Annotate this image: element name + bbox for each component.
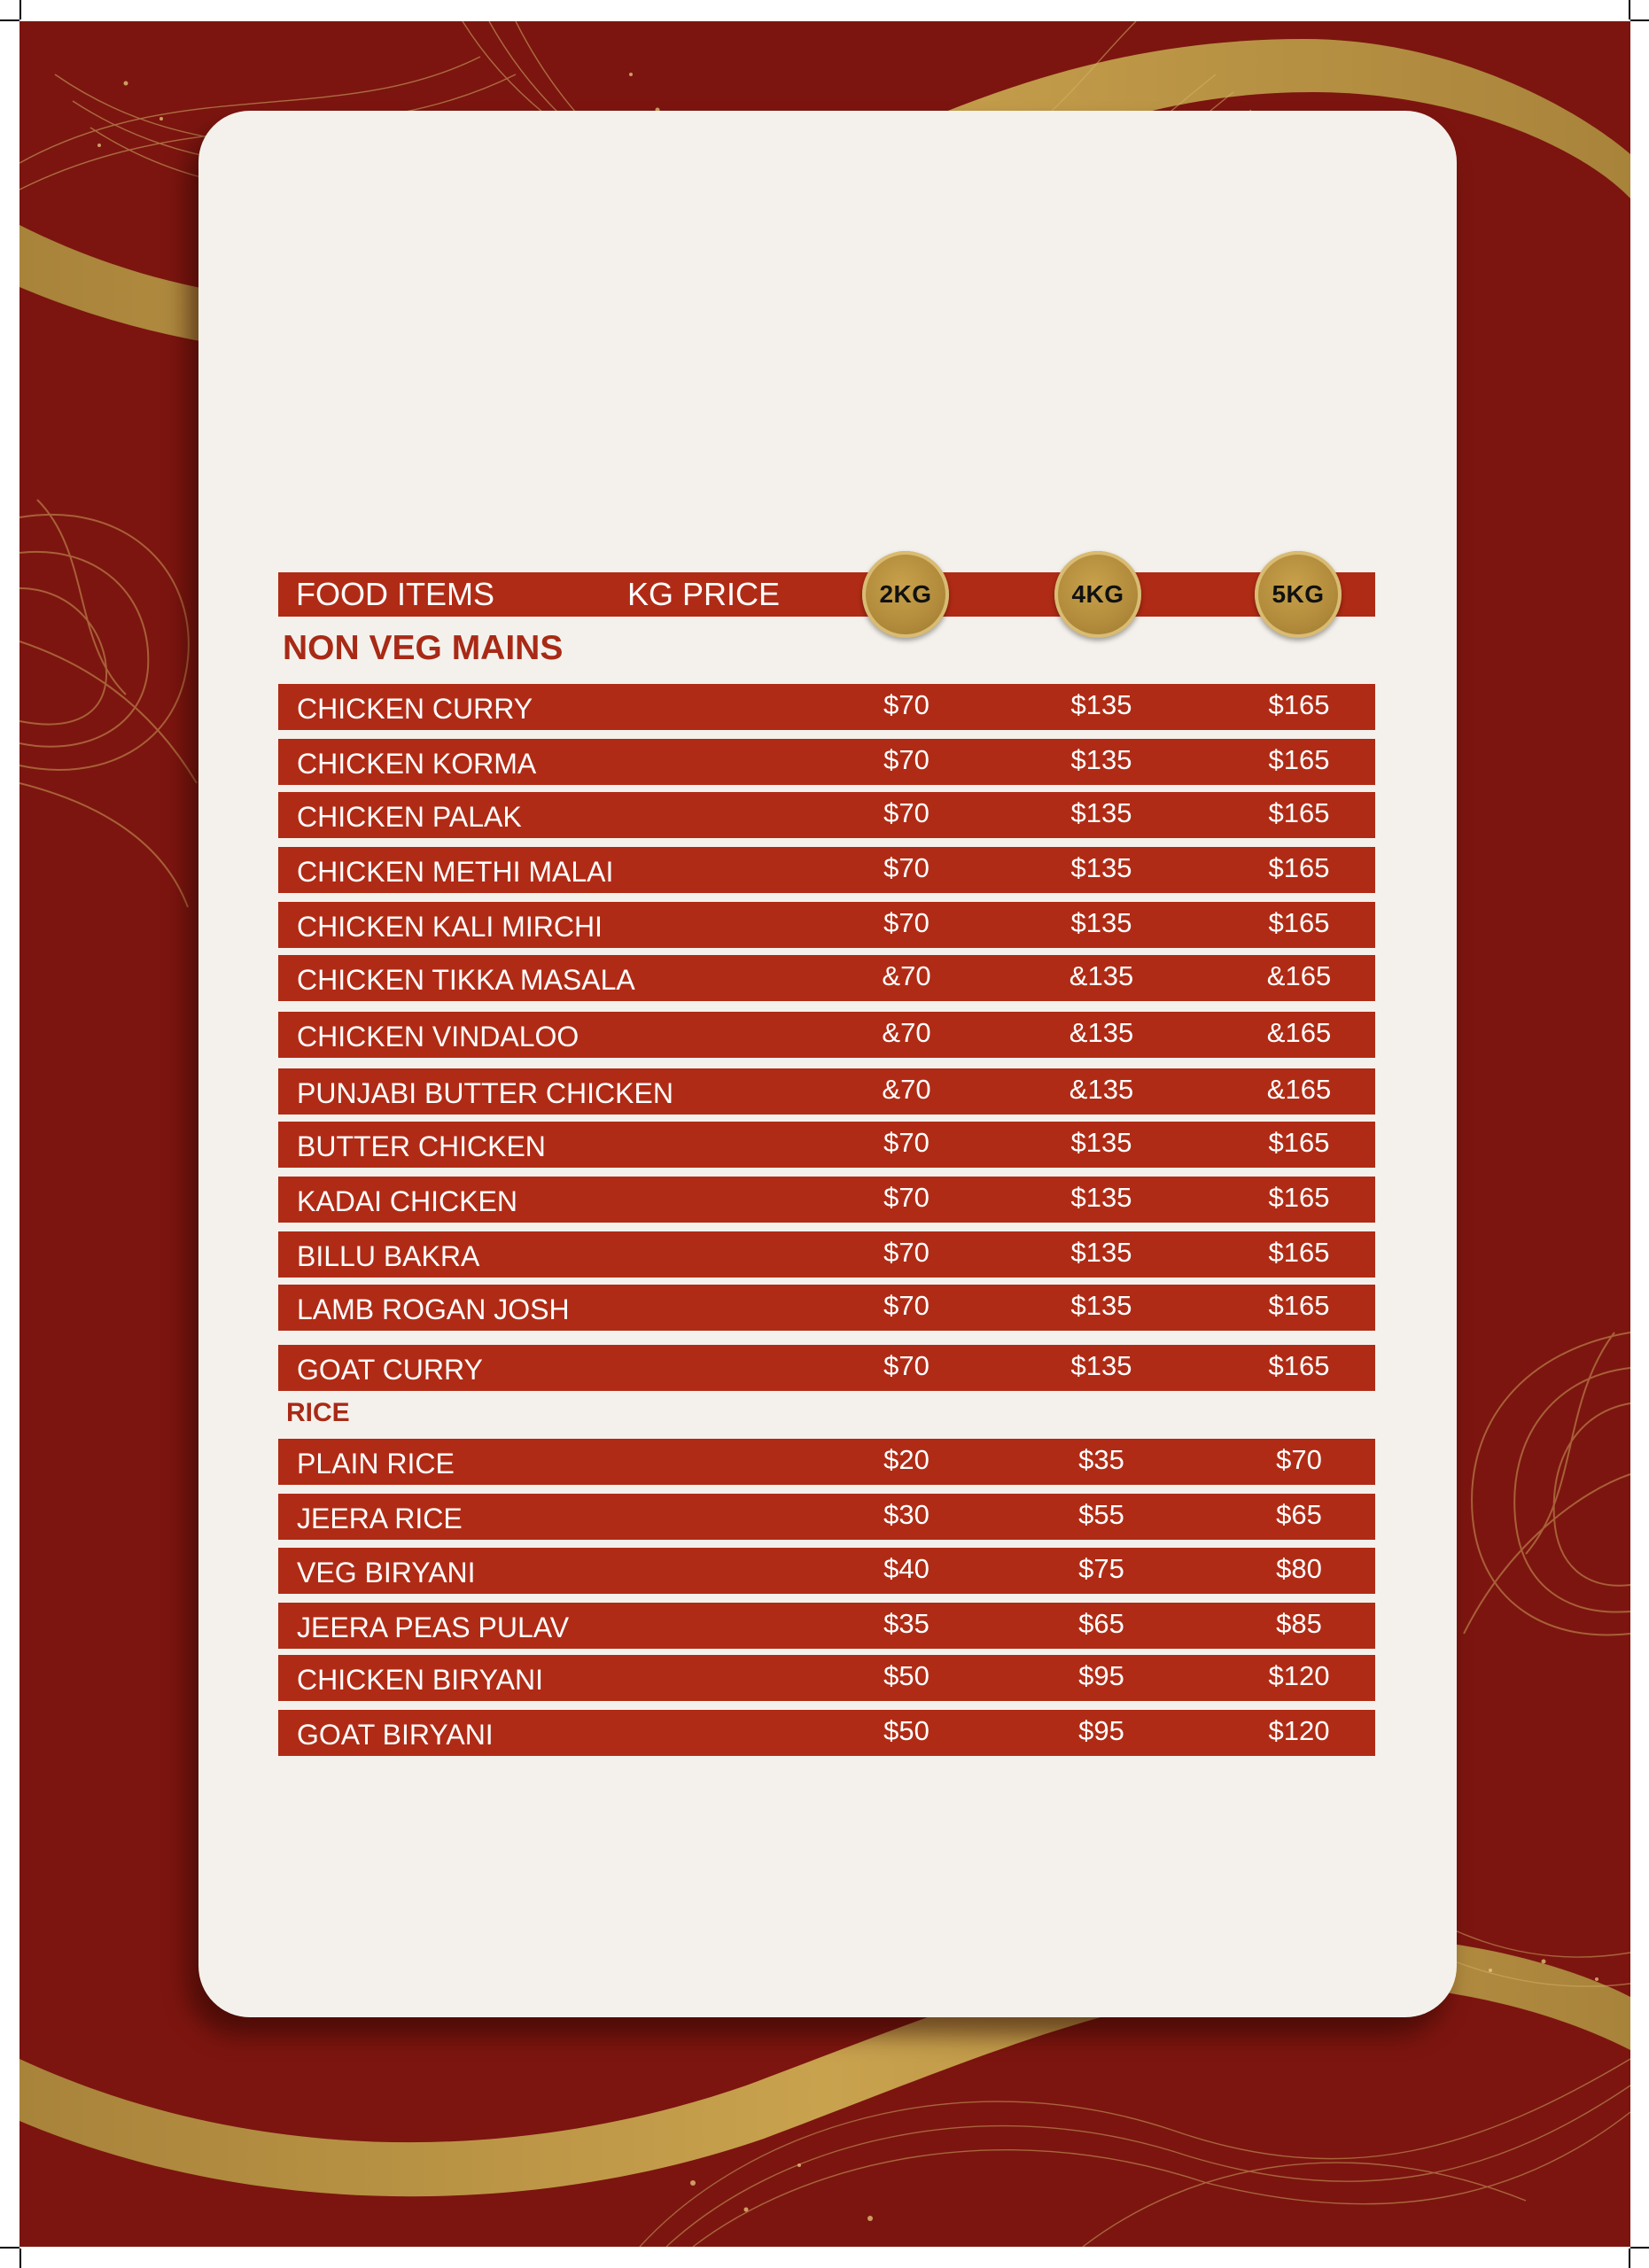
price-4kg: $35 <box>1078 1444 1124 1475</box>
menu-row <box>278 902 1375 948</box>
crop-mark <box>0 19 19 21</box>
menu-row <box>278 1345 1375 1391</box>
price-2kg: $35 <box>883 1608 930 1639</box>
item-name: BILLU BAKRA <box>297 1240 480 1272</box>
price-5kg: $165 <box>1268 797 1330 828</box>
item-name: CHICKEN PALAK <box>297 801 522 833</box>
item-name: LAMB ROGAN JOSH <box>297 1293 570 1325</box>
price-5kg: $165 <box>1268 1290 1330 1321</box>
price-2kg: $70 <box>883 744 930 775</box>
size-label: 4KG <box>1071 580 1124 608</box>
section-title-rice: RICE <box>286 1398 350 1427</box>
crop-mark <box>1630 19 1649 21</box>
price-2kg: &70 <box>882 960 931 991</box>
price-2kg: $50 <box>883 1715 930 1746</box>
price-4kg: $135 <box>1070 744 1132 775</box>
price-5kg: $85 <box>1276 1608 1322 1639</box>
price-5kg: $165 <box>1268 852 1330 883</box>
price-4kg: &135 <box>1069 960 1134 991</box>
size-badge-4kg <box>1054 551 1141 638</box>
crop-mark <box>1630 2247 1649 2249</box>
price-4kg: &135 <box>1069 1017 1134 1048</box>
price-5kg: $165 <box>1268 1127 1330 1158</box>
price-5kg: &165 <box>1266 960 1332 991</box>
menu-row <box>278 1603 1375 1649</box>
menu-row <box>278 1177 1375 1223</box>
item-name: VEG BIRYANI <box>297 1557 476 1588</box>
price-2kg: &70 <box>882 1074 931 1105</box>
menu-row <box>278 847 1375 893</box>
section-title-non-veg: NON VEG MAINS <box>283 629 564 667</box>
price-2kg: $30 <box>883 1499 930 1530</box>
price-4kg: $135 <box>1070 1127 1132 1158</box>
price-5kg: $80 <box>1276 1553 1322 1584</box>
price-4kg: $135 <box>1070 689 1132 720</box>
menu-row <box>278 792 1375 838</box>
price-5kg: $165 <box>1268 1237 1330 1268</box>
item-name: GOAT CURRY <box>297 1354 483 1386</box>
item-name: CHICKEN BIRYANI <box>297 1664 543 1696</box>
price-4kg: $95 <box>1078 1715 1124 1746</box>
size-badge-5kg <box>1255 551 1342 638</box>
price-5kg: $165 <box>1268 1182 1330 1213</box>
price-4kg: $135 <box>1070 797 1132 828</box>
price-4kg: $135 <box>1070 1237 1132 1268</box>
item-name: PUNJABI BUTTER CHICKEN <box>297 1077 673 1109</box>
price-2kg: $70 <box>883 797 930 828</box>
price-2kg: $70 <box>883 907 930 938</box>
price-4kg: $135 <box>1070 1290 1132 1321</box>
item-name: CHICKEN KORMA <box>297 748 537 780</box>
price-2kg: $70 <box>883 1127 930 1158</box>
item-name: KADAI CHICKEN <box>297 1185 517 1217</box>
price-2kg: $40 <box>883 1553 930 1584</box>
price-2kg: $50 <box>883 1660 930 1691</box>
item-name: PLAIN RICE <box>297 1448 455 1480</box>
crop-mark <box>19 0 21 19</box>
kg-price-header: KG PRICE <box>627 576 781 612</box>
price-5kg: $165 <box>1268 907 1330 938</box>
price-5kg: &165 <box>1266 1074 1332 1105</box>
price-2kg: $70 <box>883 852 930 883</box>
price-5kg: $120 <box>1268 1715 1330 1746</box>
crop-mark <box>0 2247 19 2249</box>
menu-row <box>278 1068 1375 1115</box>
menu-row <box>278 1285 1375 1331</box>
price-2kg: $70 <box>883 1182 930 1213</box>
price-4kg: $135 <box>1070 852 1132 883</box>
price-4kg: $135 <box>1070 1350 1132 1381</box>
price-4kg: &135 <box>1069 1074 1134 1105</box>
item-name: CHICKEN CURRY <box>297 693 533 725</box>
menu-row <box>278 1494 1375 1540</box>
menu-row <box>278 1231 1375 1278</box>
size-label: 5KG <box>1272 580 1325 608</box>
menu-row <box>278 1655 1375 1701</box>
menu-row <box>278 684 1375 730</box>
price-2kg: &70 <box>882 1017 931 1048</box>
price-4kg: $135 <box>1070 1182 1132 1213</box>
price-5kg: $70 <box>1276 1444 1322 1475</box>
item-name: JEERA RICE <box>297 1503 463 1534</box>
crop-mark <box>1629 0 1630 19</box>
menu-row <box>278 1710 1375 1756</box>
menu-row <box>278 1012 1375 1058</box>
price-5kg: $165 <box>1268 744 1330 775</box>
item-name: BUTTER CHICKEN <box>297 1130 546 1162</box>
price-5kg: $65 <box>1276 1499 1322 1530</box>
item-name: CHICKEN TIKKA MASALA <box>297 964 635 996</box>
price-2kg: $70 <box>883 1237 930 1268</box>
price-4kg: $55 <box>1078 1499 1124 1530</box>
item-name: JEERA PEAS PULAV <box>297 1612 570 1643</box>
menu-row <box>278 1439 1375 1485</box>
crop-mark <box>19 2249 21 2268</box>
size-label: 2KG <box>879 580 932 608</box>
item-name: CHICKEN METHI MALAI <box>297 856 614 888</box>
menu-row <box>278 955 1375 1001</box>
menu-row <box>278 739 1375 785</box>
price-2kg: $20 <box>883 1444 930 1475</box>
price-4kg: $65 <box>1078 1608 1124 1639</box>
price-2kg: $70 <box>883 1350 930 1381</box>
crop-mark <box>1629 2249 1630 2268</box>
price-4kg: $75 <box>1078 1553 1124 1584</box>
food-items-header: FOOD ITEMS <box>296 576 494 612</box>
price-5kg: $165 <box>1268 689 1330 720</box>
price-5kg: $120 <box>1268 1660 1330 1691</box>
price-2kg: $70 <box>883 1290 930 1321</box>
item-name: GOAT BIRYANI <box>297 1719 494 1751</box>
price-4kg: $135 <box>1070 907 1132 938</box>
item-name: CHICKEN KALI MIRCHI <box>297 911 603 943</box>
menu-row <box>278 1548 1375 1594</box>
size-badge-2kg <box>862 551 949 638</box>
price-2kg: $70 <box>883 689 930 720</box>
menu-row <box>278 1122 1375 1168</box>
item-name: CHICKEN VINDALOO <box>297 1021 579 1052</box>
price-4kg: $95 <box>1078 1660 1124 1691</box>
price-5kg: &165 <box>1266 1017 1332 1048</box>
price-5kg: $165 <box>1268 1350 1330 1381</box>
